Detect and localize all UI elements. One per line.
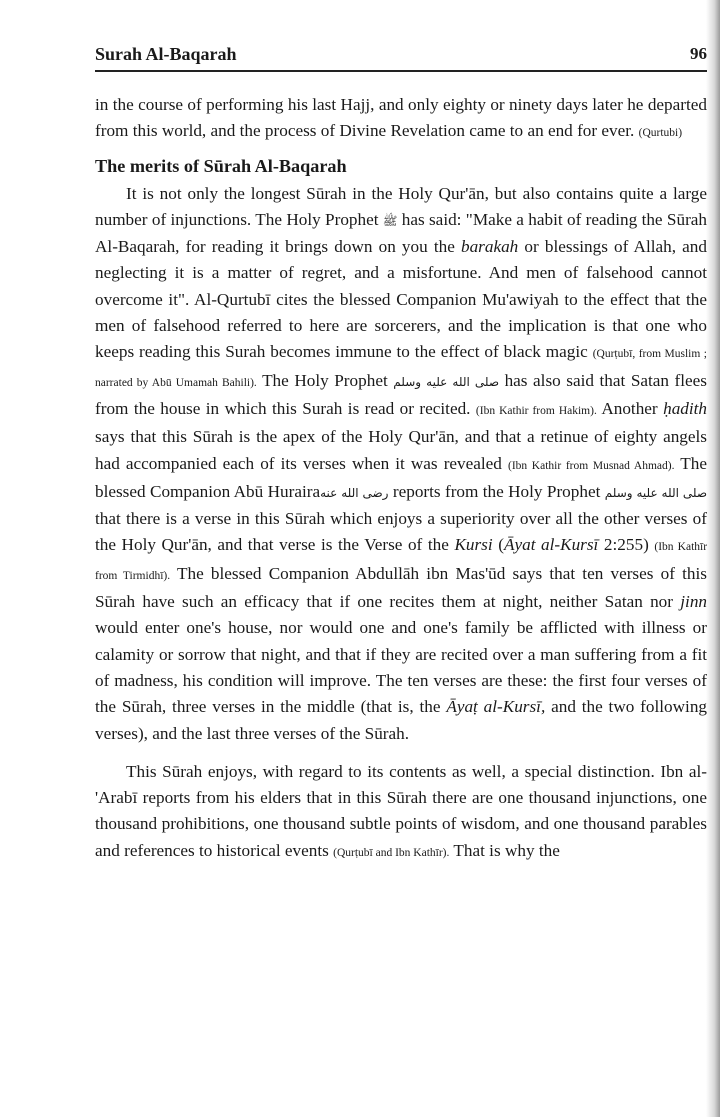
reference-qurtubi-ibn-kathir: (Qurṭubī and Ibn Kathīr). xyxy=(333,846,450,859)
salutation-glyph: ﷺ xyxy=(382,213,398,228)
reference-qurtubi-muslim: (Qurṭubī, from Muslim ; narrated by Abū Umamah Bahili). xyxy=(95,348,708,389)
p1-text-l: 2:255) xyxy=(603,535,649,555)
p1-text-n: would enter one's house, nor would one and one's family be afflicted with illness or calamity or sorrow that night, and that if they are recited over a man suffering from a fit of madness, his condition will improve. The ten verses are these: the first four verses of the Sūrah, three verses in the middle (that is, the xyxy=(95,618,707,717)
salutation-arabic: صلى الله عليه وسلم xyxy=(604,485,708,500)
p1-text-i: reports from the Holy Prophet xyxy=(392,481,601,501)
salutation-arabic: رضى الله عنه xyxy=(320,485,389,500)
running-title: Surah Al-Baqarah xyxy=(95,44,237,64)
reference-musnad-ahmad: (Ibn Kathir from Musnad Ahmad). xyxy=(507,459,675,472)
distinction-paragraph xyxy=(95,759,707,866)
p1-text-d: The Holy Prophet xyxy=(262,370,388,390)
p1-text-a: It is not only the longest Sūrah in the Holy Qur'ān, but also contains quite a large number of injunctions. The Holy Prophet xyxy=(95,183,707,229)
p1-text-k: ( xyxy=(498,535,504,555)
term-jinn: jinn xyxy=(680,592,708,612)
term-hadith: ḥadith xyxy=(663,398,708,418)
term-ayat-kursi: Āyat al-Kursī xyxy=(503,535,599,555)
p1-text-e: has also said that Satan flees from the house in which this Surah is read or recited. xyxy=(95,370,707,418)
p1-text-j: that there is a verse in this Sūrah which enjoys a superiority over all the other verses of the Holy Qur'ān, and that verse is the Verse of the xyxy=(95,509,707,555)
p1-text-h: The blessed Companion Abū Huraira xyxy=(95,453,708,501)
term-barakah: barakah xyxy=(460,237,519,257)
term-kursi: Kursi xyxy=(454,535,493,555)
p2-text-a: This Sūrah enjoys, with regard to its contents as well, a special distinction. Ibn al-'Arabī reports from his elders that in this Sūrah there are one thousand injunctions, one thousand prohibitions, one thousand subtle points of wisdom, and one thousand parables and references to historical events xyxy=(95,761,707,860)
p1-text-o: and the two following verses), and the last three verses of the Sūrah. xyxy=(95,697,708,743)
p1-text-m: The blessed Companion Abdullāh ibn Mas'ūd says that ten verses of this Sūrah have such an efficacy that if one recites them at night, neither Satan nor xyxy=(95,563,707,612)
p2-text-b: That is why the xyxy=(453,840,560,860)
p1-text-g: says that this Sūrah is the apex of the Holy Qur'ān, and that a retinue of eighty angels had accompanied each of its verses when it was revealed xyxy=(95,427,707,473)
reference-ibn-kathir-hakim: (Ibn Kathir from Hakim). xyxy=(475,404,597,417)
section-heading: The merits of Sūrah Al-Baqarah xyxy=(95,155,347,176)
running-header xyxy=(95,38,707,72)
term-ayat-kursi-2: Āyaṭ al-Kursī, xyxy=(446,697,546,717)
merits-paragraph xyxy=(95,181,707,747)
intro-text: in the course of performing his last Hajj, and only eighty or ninety days later he departed from this world, and the process of Divine Revelation came to an end for ever. xyxy=(95,95,707,141)
page-body xyxy=(95,92,707,866)
p1-text-b: has said: "Make a habit of reading the Sūrah Al-Baqarah, for reading it brings down on you the xyxy=(95,209,708,257)
p1-text-f: Another xyxy=(601,398,658,418)
page-number: 96 xyxy=(690,44,707,63)
reference-tirmidhi: (Ibn Kathīr from Tirmidhī). xyxy=(95,541,708,582)
page-edge-shadow xyxy=(706,0,720,1117)
intro-reference: (Qurtubi) xyxy=(638,127,683,140)
intro-paragraph xyxy=(95,92,707,147)
salutation-arabic: صلى الله عليه وسلم xyxy=(393,374,500,389)
p1-text-c: or blessings of Allah, and neglecting it is a matter of regret, and a misfortune. And men of falsehood cannot overcome it". Al-Qurtubī cites the blessed Companion Mu'awiyah to the effect that the men of falsehood referred to here are sorcerers, and the implication is that one who keeps reading this Surah becomes immune to the effect of black magic xyxy=(95,237,707,362)
